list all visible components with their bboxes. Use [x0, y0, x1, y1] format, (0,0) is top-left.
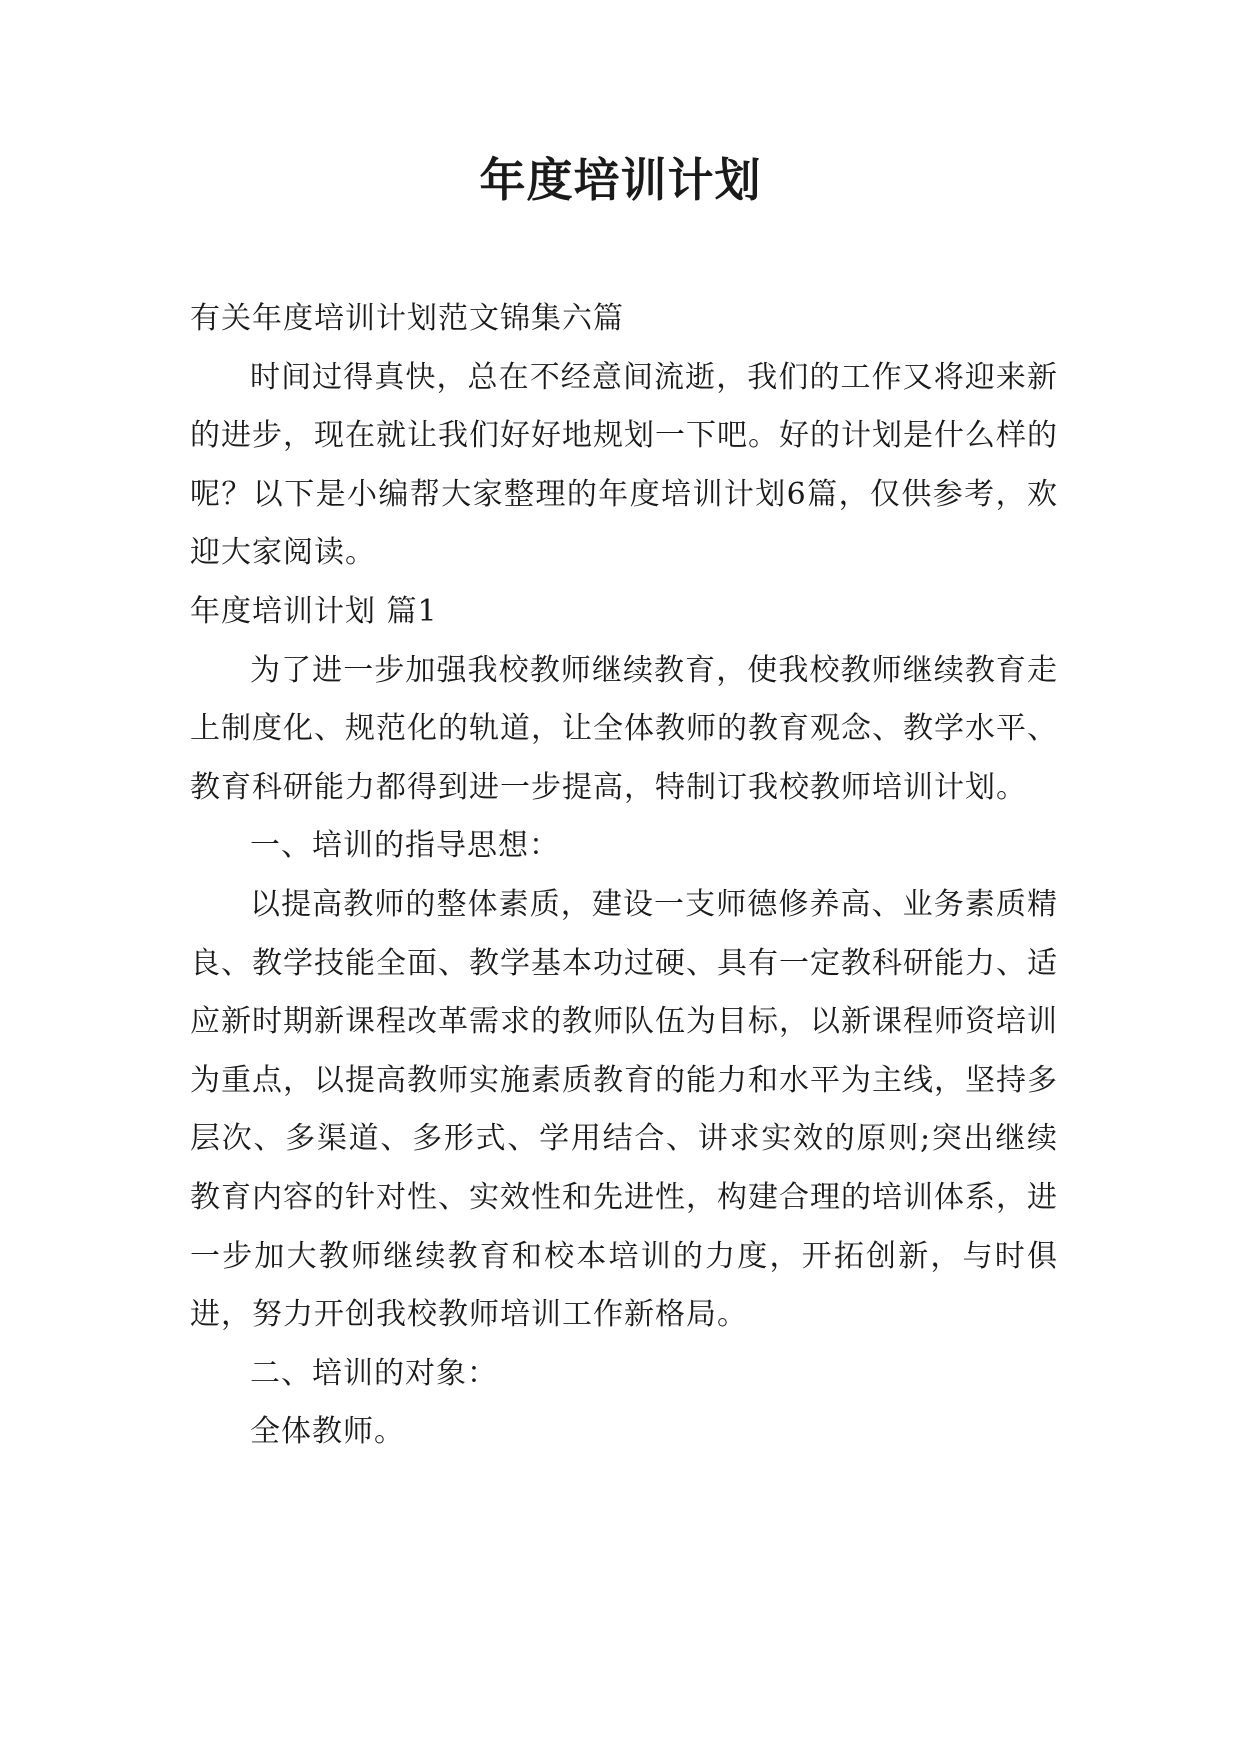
document-title: 年度培训计划: [479, 153, 762, 207]
body-paragraph: 全体教师。: [250, 1414, 405, 1450]
document-body: [190, 290, 1058, 1462]
body-paragraph: 以提高教师的整体素质，建设一支师德修养高、业务素质精良、教学技能全面、教学基本功过硬、具有一定教科研能力、适应新时期新课程改革需求的教师队伍为目标，以新课程师资培训为重点，以提高教师实施素质教育的能力和水平为主线，坚持多层次、多渠道、多形式、学用结合、讲求实效的原则;突出继续教育内容的针对性、实效性和先进性，构建合理的培训体系，进一步加大教师继续教育和校本培训的力度，开拓创新，与时俱进，努力开创我校教师培训工作新格局。: [190, 886, 1058, 1333]
body-paragraph: 为了进一步加强我校教师继续教育，使我校教师继续教育走上制度化、规范化的轨道，让全体教师的教育观念、教学水平、教育科研能力都得到进一步提高，特制订我校教师培训计划。: [190, 652, 1058, 805]
subheading-training-target: 二、培训的对象：: [250, 1355, 498, 1391]
section-heading: 年度培训计划 篇1: [190, 593, 438, 629]
subheading-guiding-ideology: 一、培训的指导思想：: [250, 828, 560, 864]
intro-paragraph: 时间过得真快，总在不经意间流逝，我们的工作又将迎来新的进步，现在就让我们好好地规划一下吧。好的计划是什么样的呢？以下是小编帮大家整理的年度培训计划6篇，仅供参考，欢迎大家阅读。: [190, 359, 1058, 571]
subtitle-line: 有关年度培训计划范文锦集六篇: [190, 301, 624, 336]
